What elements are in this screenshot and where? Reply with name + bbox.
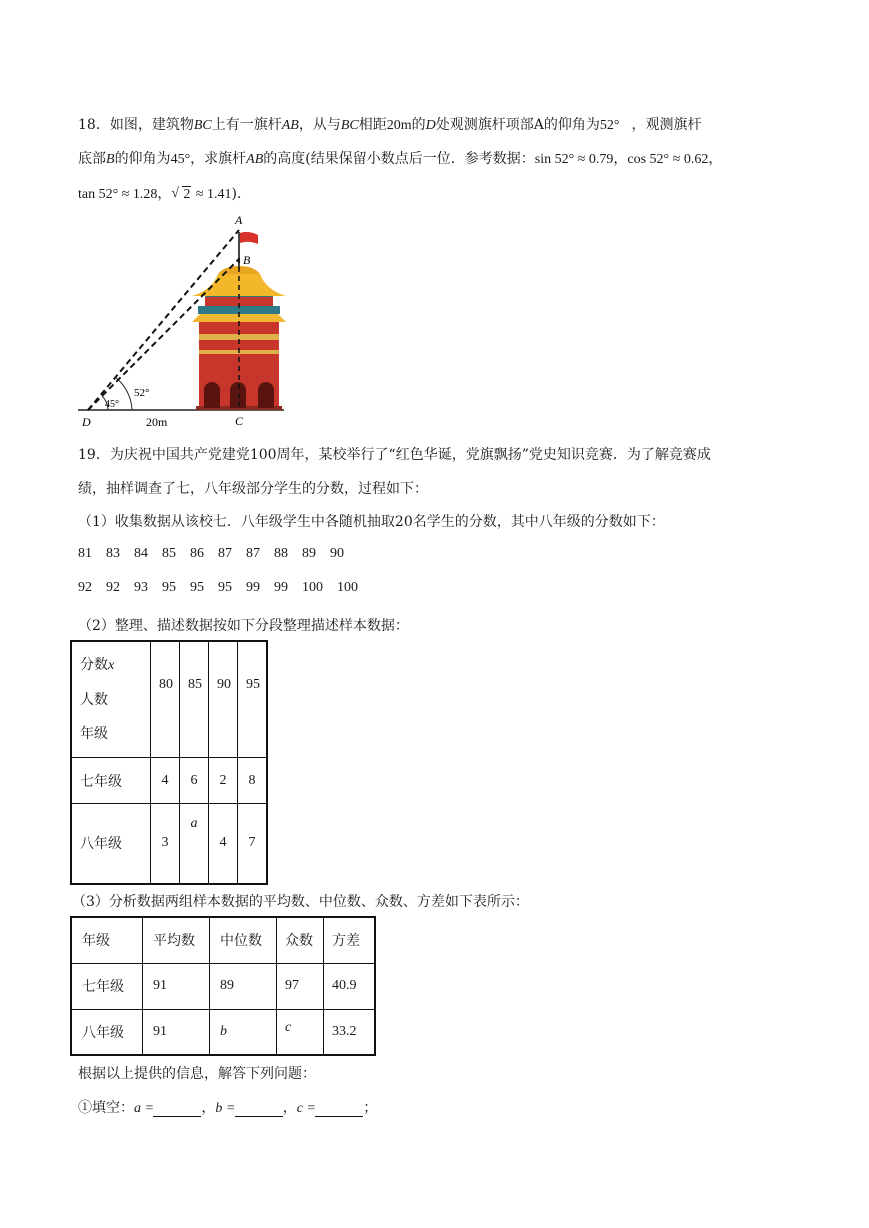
score: 99 (274, 580, 288, 595)
grade-cell: 七年级 (71, 963, 143, 1009)
q18-sqrt-approx: ≈ 1.41 (195, 187, 232, 202)
flag (240, 232, 258, 244)
score: 84 (134, 546, 148, 561)
table-row (71, 641, 267, 758)
q18-text: 的仰角为 (114, 151, 171, 167)
q18-text: ，观测旗杆 (631, 117, 702, 133)
equals: = (226, 1101, 235, 1116)
label-angle-52: 52° (134, 387, 150, 399)
header-count-label: 人数 (80, 692, 108, 708)
table-row (71, 917, 375, 963)
q18-text: 底部 (78, 151, 106, 167)
q18-line-1 (78, 114, 701, 134)
score: 87 (218, 546, 232, 561)
median-cell: 89 (210, 963, 277, 1009)
median-cell-unknown-b: b (210, 1009, 277, 1055)
count-cell: 6 (180, 758, 209, 804)
mode-cell-unknown-c: c (277, 1009, 324, 1055)
q19-step-2: （2）整理、描述数据按如下分段整理描述样本数据： (78, 618, 409, 634)
q18-text: )． (231, 186, 251, 202)
col-header: 90 (209, 641, 238, 758)
q19-step-3: （3）分析数据两组样本数据的平均数、中位数、众数、方差如下表所示： (72, 894, 529, 910)
var-b: b (215, 1101, 223, 1116)
count-cell: 8 (238, 758, 268, 804)
score: 95 (218, 580, 232, 595)
score: 88 (274, 546, 288, 561)
table-row (71, 758, 267, 804)
mode-cell: 97 (277, 963, 324, 1009)
answer-blank-c[interactable] (315, 1100, 363, 1117)
grade-cell: 八年级 (71, 1009, 143, 1055)
score: 99 (246, 580, 260, 595)
header-cell-diagonal (71, 641, 151, 758)
score: 92 (106, 580, 120, 595)
count-cell: 4 (151, 758, 180, 804)
score: 100 (337, 580, 358, 595)
score: 86 (190, 546, 204, 561)
score: 81 (78, 546, 92, 561)
scores-row-2 (78, 580, 372, 596)
mean-cell: 91 (143, 963, 210, 1009)
q18-sqrt2 (171, 187, 191, 203)
table-row (71, 804, 267, 884)
label-distance: 20m (146, 415, 168, 429)
score: 87 (246, 546, 260, 561)
q18-text: 18．如图，建筑物 (78, 117, 194, 133)
count-cell: 3 (151, 804, 180, 884)
q19-intro-line-1: 19．为庆祝中国共产党建党100周年，某校举行了“红色华诞，党旗飘扬”党史知识竞赛．为了解竞赛成 (78, 447, 711, 463)
variance-cell: 40.9 (324, 963, 376, 1009)
score: 90 (330, 546, 344, 561)
q18-text: 的高度(结果保留小数点后一位．参考数据： (263, 151, 535, 167)
grade-cell: 八年级 (71, 804, 151, 884)
var-a: a (134, 1101, 141, 1116)
q18-line-3 (78, 183, 251, 203)
q18-var-bc: BC (193, 118, 212, 133)
q18-tan-value: tan 52° ≈ 1.28 (78, 187, 158, 202)
header-cell: 方差 (324, 917, 376, 963)
scores-row-1 (78, 546, 358, 562)
q18-text: 处观测旗杆项部A的仰角为 (435, 117, 600, 133)
terminator: ； (363, 1100, 378, 1116)
q18-line-2 (78, 148, 722, 168)
q18-text: ， (613, 151, 628, 167)
q18-text: 的 (411, 117, 426, 133)
q19-intro-line-2: 绩，抽样调查了七，八年级部分学生的分数，过程如下： (78, 481, 428, 497)
q18-var-bc: BC (340, 118, 359, 133)
frequency-table (70, 640, 268, 885)
count-cell: 7 (238, 804, 268, 884)
count-cell: 4 (209, 804, 238, 884)
q18-text: 相距 (358, 117, 387, 133)
label-b: B (243, 253, 251, 267)
q19-prompt: 根据以上提供的信息，解答下列问题： (78, 1066, 316, 1082)
score: 100 (302, 580, 323, 595)
separator: ， (282, 1100, 297, 1116)
q18-text: ，求旗杆 (190, 151, 247, 167)
mean-cell: 91 (143, 1009, 210, 1055)
header-score-label: 分数x (80, 657, 115, 673)
q18-var-ab: AB (281, 118, 299, 133)
q18-text: ， (157, 186, 172, 202)
score: 93 (134, 580, 148, 595)
score: 85 (162, 546, 176, 561)
q18-text: ，从与 (298, 117, 341, 133)
score: 92 (78, 580, 92, 595)
q18-text: ， (708, 151, 723, 167)
q18-angle-45: 45° (170, 152, 191, 167)
count-cell-unknown-a: a (180, 804, 209, 884)
fill-label: ①填空： (78, 1100, 134, 1116)
separator: ， (201, 1100, 216, 1116)
q18-distance: 20m (386, 118, 412, 133)
header-cell: 年级 (71, 917, 143, 963)
score: 95 (162, 580, 176, 595)
label-angle-45: 45° (105, 399, 119, 410)
q18-var-d: D (425, 118, 436, 133)
q18-angle-52: 52° (599, 118, 620, 133)
equals: = (307, 1101, 316, 1116)
q18-var-b: B (106, 152, 115, 167)
score: 95 (190, 580, 204, 595)
equals: = (145, 1101, 154, 1116)
table-row (71, 1009, 375, 1055)
label-d: D (82, 415, 91, 429)
q18-figure (72, 210, 292, 432)
answer-blank-a[interactable] (153, 1100, 201, 1117)
header-cell: 平均数 (143, 917, 210, 963)
col-header: 85 (180, 641, 209, 758)
grade-cell: 七年级 (71, 758, 151, 804)
q18-cos-value: cos 52° ≈ 0.62 (627, 152, 709, 167)
variance-cell: 33.2 (324, 1009, 376, 1055)
q18-sin-value: sin 52° ≈ 0.79 (534, 152, 614, 167)
score: 89 (302, 546, 316, 561)
col-header: 80 (151, 641, 180, 758)
q19-step-1: （1）收集数据从该校七．八年级学生中各随机抽取20名学生的分数，其中八年级的分数如下： (78, 514, 665, 530)
score: 83 (106, 546, 120, 561)
q18-var-ab: AB (246, 152, 264, 167)
count-cell: 2 (209, 758, 238, 804)
table-row (71, 963, 375, 1009)
q18-text: 上有一旗杆 (211, 117, 282, 133)
header-cell: 中位数 (210, 917, 277, 963)
label-c: C (235, 414, 244, 428)
col-header: 95 (238, 641, 268, 758)
answer-blank-b[interactable] (235, 1100, 283, 1117)
var-c: c (296, 1101, 303, 1116)
q19-fill-in (78, 1097, 377, 1117)
q18-radicand: 2 (183, 187, 191, 202)
statistics-table (70, 916, 376, 1056)
header-cell: 众数 (277, 917, 324, 963)
header-grade-label: 年级 (80, 726, 108, 742)
label-a: A (235, 213, 243, 227)
